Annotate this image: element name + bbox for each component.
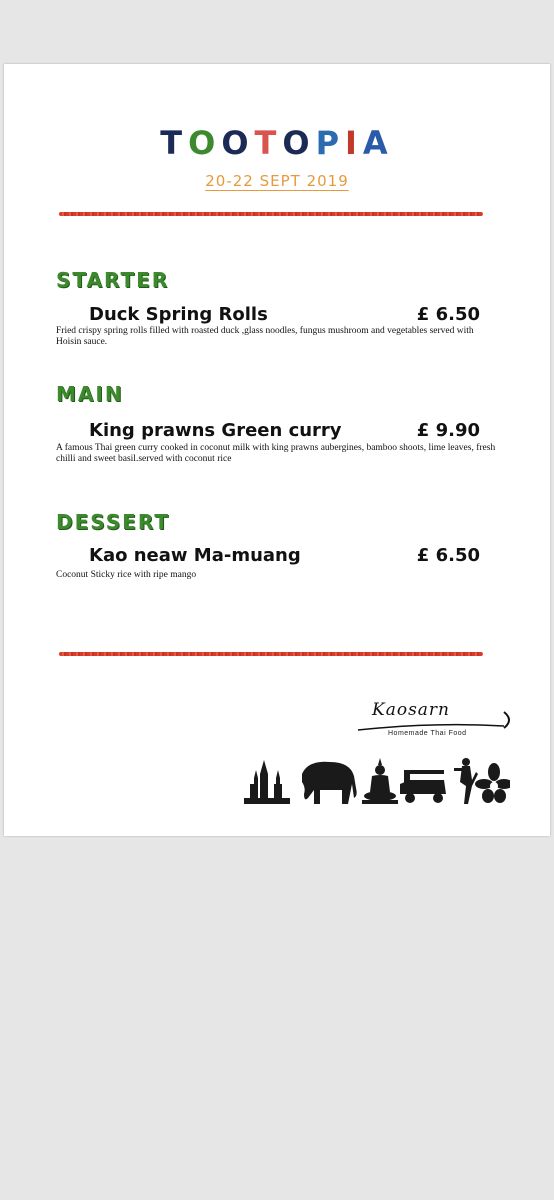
item-price: £ 6.50 bbox=[416, 304, 480, 325]
temple-icon bbox=[244, 760, 290, 804]
orchid-icon bbox=[475, 763, 510, 803]
title-letter: O bbox=[188, 124, 222, 162]
item-description: Coconut Sticky rice with ripe mango bbox=[56, 570, 197, 580]
item-description: A famous Thai green curry cooked in coconut milk with king prawns aubergines, bamboo shoots, lime leaves, fresh chilli and sweet basil.served with coconut rice bbox=[56, 443, 496, 464]
title-letter: P bbox=[315, 124, 346, 162]
bottom-divider bbox=[59, 652, 483, 656]
menu-title bbox=[4, 124, 550, 162]
elephant-icon bbox=[302, 762, 357, 804]
item-price: £ 6.50 bbox=[416, 545, 480, 566]
section-heading-dessert: DESSERT bbox=[56, 510, 170, 534]
title-letter: T bbox=[160, 124, 189, 162]
item-name: Duck Spring Rolls bbox=[89, 304, 268, 325]
brand-logo bbox=[354, 700, 514, 744]
event-date: 20-22 SEPT 2019 bbox=[205, 172, 349, 190]
item-name: King prawns Green curry bbox=[89, 420, 342, 441]
buddha-icon bbox=[362, 758, 398, 804]
item-description: Fried crispy spring rolls filled with roasted duck ,glass noodles, fungus mushroom and vegetables served with Hoisin sauce. bbox=[56, 326, 474, 347]
menu-page bbox=[4, 64, 550, 836]
muay-thai-fighter-icon bbox=[454, 758, 478, 804]
title-letter: A bbox=[362, 124, 394, 162]
section-heading-main: MAIN bbox=[56, 382, 124, 406]
title-letter: I bbox=[345, 124, 363, 162]
item-name: Kao neaw Ma-muang bbox=[89, 545, 301, 566]
brand-name: Kaosarn bbox=[372, 700, 451, 720]
title-letter: O bbox=[282, 124, 316, 162]
section-heading-starter: STARTER bbox=[56, 268, 170, 292]
title-letter: O bbox=[221, 124, 255, 162]
top-divider bbox=[59, 212, 483, 216]
tuk-tuk-icon bbox=[400, 770, 446, 803]
thai-icons-strip bbox=[240, 754, 510, 810]
item-price: £ 9.90 bbox=[416, 420, 480, 441]
brand-tagline: Homemade Thai Food bbox=[388, 730, 467, 737]
title-letter: T bbox=[254, 124, 283, 162]
